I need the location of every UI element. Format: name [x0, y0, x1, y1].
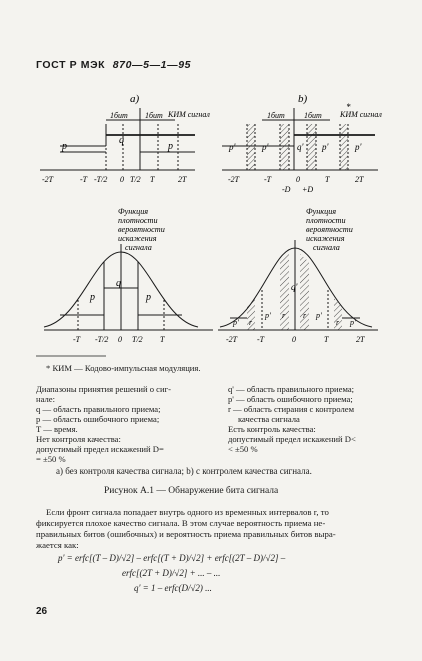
p-label-a-left: p [62, 141, 67, 152]
svg-text:2T: 2T [355, 175, 364, 184]
svg-text:искажения: искажения [306, 234, 345, 243]
equation-2: erfc[(2T + D)/√2] + ... – ... [122, 568, 221, 578]
svg-text:-2T: -2T [228, 175, 240, 184]
pprime-b3: p' [322, 142, 329, 152]
legend-left: Диапазоны принятия решений о сиг- нале: q — область правильного приема; p — область ошибочного приема; T — время. Нет контроля качества: допустимый предел искажений D= = ±50 % [36, 384, 171, 464]
standard-number: 870—5—1—95 [112, 59, 192, 71]
svg-text:-D: -D [282, 185, 291, 194]
r-gb1: r [249, 318, 253, 327]
svg-text:-T: -T [257, 335, 265, 344]
gauss-a [44, 244, 213, 330]
r-gb3: r [303, 311, 307, 320]
pprime-b4: p' [355, 142, 362, 152]
svg-text:-T: -T [80, 175, 88, 184]
svg-text:-T/2: -T/2 [94, 175, 108, 184]
density-title-a [118, 207, 165, 252]
density-title-b [306, 207, 353, 252]
legend-right: q' — область правильного приема; p' — область ошибочного приема; r — область стирания с контролем качества сигнала Есть контроль качества: допустимый предел искажений D< < ±50 % [228, 384, 356, 454]
page-number: 26 [36, 606, 48, 617]
gauss-b [218, 240, 378, 330]
svg-text:плотности: плотности [306, 216, 346, 225]
panel-a-label: а) [130, 93, 140, 105]
ticks-ga [73, 335, 165, 344]
svg-text:T: T [150, 175, 155, 184]
bit-label-b1: 1бит [267, 111, 285, 120]
bit-label-b2: 1бит [304, 111, 322, 120]
kim-star-b: * [346, 102, 351, 112]
kim-signal-b: КИМ сигнал [340, 110, 382, 119]
svg-text:плотности: плотности [118, 216, 158, 225]
svg-text:-2T: -2T [42, 175, 54, 184]
svg-text:T/2: T/2 [132, 335, 143, 344]
pprime-b2: p' [262, 142, 269, 152]
footnote: * КИМ — Кодово-импульсная модуляция. [46, 363, 201, 373]
figure-caption: Рисунок А.1 — Обнаружение бита сигнала [104, 486, 279, 496]
pprime-gb2: p' [265, 311, 271, 320]
panel-b-label: b) [298, 93, 308, 105]
svg-text:0: 0 [296, 175, 300, 184]
svg-text:Функция: Функция [306, 207, 337, 216]
bit-label-a1: 1бит [110, 111, 128, 120]
ticks-b [228, 175, 364, 194]
svg-text:0: 0 [292, 335, 296, 344]
pprime-gb1: p' [233, 318, 239, 327]
r-gb4: r [336, 318, 340, 327]
pprime-b1: p' [229, 142, 236, 152]
kim-signal-a: КИМ сигнал [168, 110, 210, 119]
standard-title: ГОСТ Р МЭК [36, 59, 106, 71]
p-label-ga-left: p [90, 292, 95, 303]
svg-text:-2T: -2T [226, 335, 238, 344]
svg-text:сигнала: сигнала [313, 243, 340, 252]
svg-text:2T: 2T [356, 335, 365, 344]
body-paragraph: Если фронт сигнала попадает внутрь одного из временных интервалов r, то фиксируется плохое качество сигнала. В этом случае вероятность приема не- правильных битов (ошибочных) и вероятность приема правильных битов выра- жается как: [36, 507, 336, 550]
svg-text:-T/2: -T/2 [95, 335, 109, 344]
svg-text:0: 0 [118, 335, 122, 344]
qprime-b: q' [297, 142, 304, 152]
q-label-ga: q [116, 278, 121, 289]
svg-text:T: T [325, 175, 330, 184]
q-label-a: q [119, 135, 124, 146]
svg-text:Функция: Функция [118, 207, 149, 216]
p-label-a-right: p [168, 141, 173, 152]
svg-text:-T: -T [73, 335, 81, 344]
p-label-ga-right: p [146, 292, 151, 303]
svg-text:-T: -T [264, 175, 272, 184]
svg-text:+D: +D [302, 185, 314, 194]
svg-text:вероятности: вероятности [306, 225, 353, 234]
pprime-gb4: p' [350, 318, 356, 327]
pprime-gb3: p' [316, 311, 322, 320]
svg-text:вероятности: вероятности [118, 225, 165, 234]
svg-text:T/2: T/2 [130, 175, 141, 184]
svg-text:T: T [324, 335, 329, 344]
svg-text:сигнала: сигнала [125, 243, 152, 252]
equation-1: p' = erfc[(T – D)/√2] – erfc[(T + D)/√2] + erfc[(2T – D)/√2] – [58, 553, 286, 563]
ticks-a [42, 175, 187, 184]
equation-3: q' = 1 – erfc(D/√2) ... [134, 583, 212, 593]
legend-line: а) без контроля качества сигнала; b) с контролем качества сигнала. [56, 466, 312, 476]
svg-text:0: 0 [120, 175, 124, 184]
svg-text:T: T [160, 335, 165, 344]
r-gb2: r [282, 311, 286, 320]
qprime-gb: q' [291, 282, 298, 292]
svg-text:искажения: искажения [118, 234, 157, 243]
ticks-gb [226, 335, 365, 344]
bit-label-a2: 1бит [145, 111, 163, 120]
svg-text:2T: 2T [178, 175, 187, 184]
